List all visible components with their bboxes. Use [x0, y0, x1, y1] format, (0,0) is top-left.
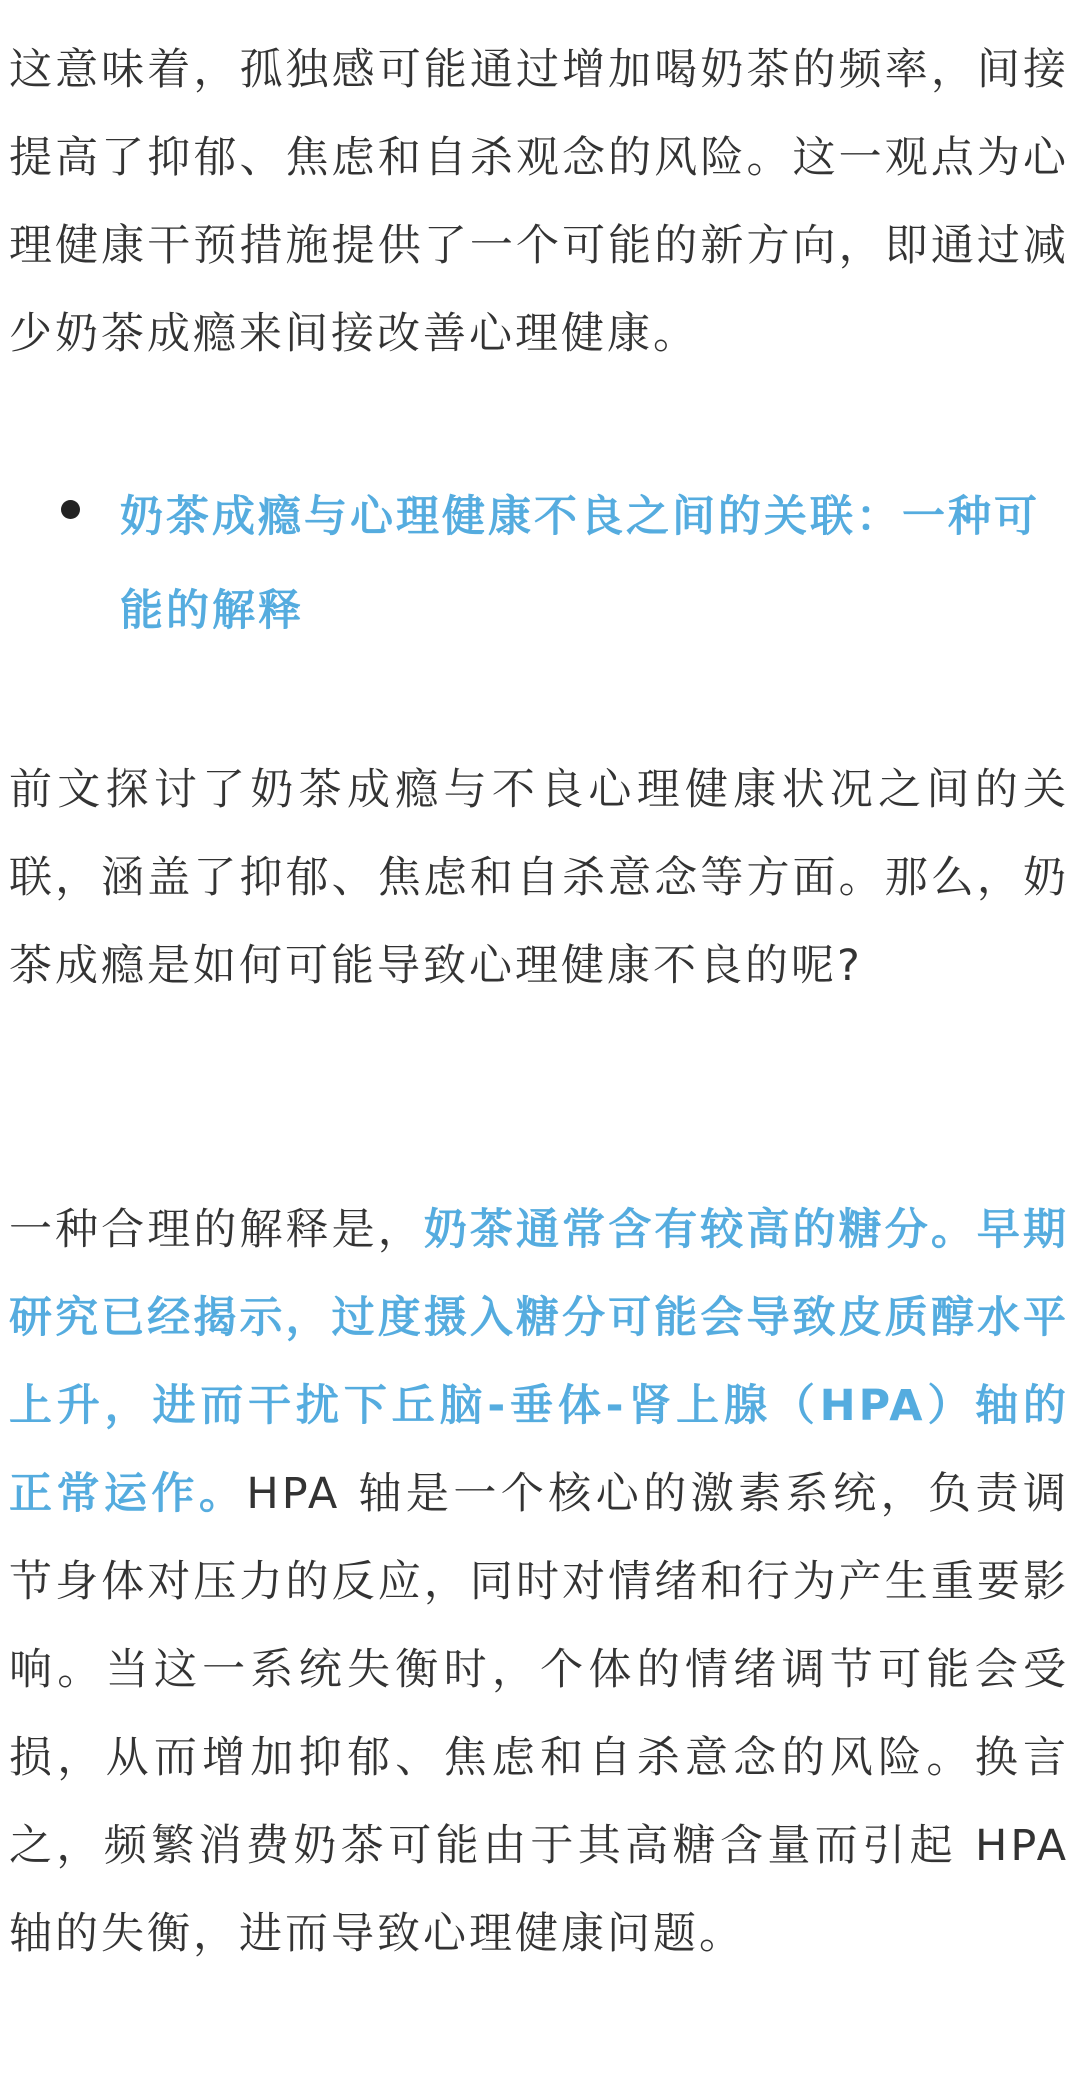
explanation-intro: 一种合理的解释是， — [9, 1205, 424, 1255]
paragraph-intro-question: 前文探讨了奶茶成瘾与不良心理健康状况之间的关联，涵盖了抑郁、焦虑和自杀意念等方面。那么，奶茶成瘾是如何可能导致心理健康不良的呢? — [9, 765, 1069, 991]
paragraph-loneliness: 这意味着，孤独感可能通过增加喝奶茶的频率，间接提高了抑郁、焦虑和自杀观念的风险。这一观点为心理健康干预措施提供了一个可能的新方向，即通过减少奶茶成瘾来间接改善心理健康。 — [9, 45, 1069, 359]
section-heading: 奶茶成瘾与心理健康不良之间的关联：一种可能的解释 — [120, 492, 1040, 636]
paragraph-explanation — [9, 1186, 1069, 1978]
explanation-rest: HPA 轴是一个核心的激素系统，负责调节身体对压力的反应，同时对情绪和行为产生重要影响。当这一系统失衡时，个体的情绪调节可能会受损，从而增加抑郁、焦虑和自杀意念的风险。换言之，频繁消费奶茶可能由于其高糖含量而引起 HPA 轴的失衡，进而导致心理健康问题。 — [9, 1469, 1069, 1959]
explanation-highlight: 奶茶通常含有较高的糖分。早期研究已经揭示，过度摄入糖分可能会导致皮质醇水平上升，进而干扰下丘脑-垂体-肾上腺（HPA）轴的正常运作。 — [9, 1205, 1070, 1519]
bullet-dot — [61, 500, 80, 519]
